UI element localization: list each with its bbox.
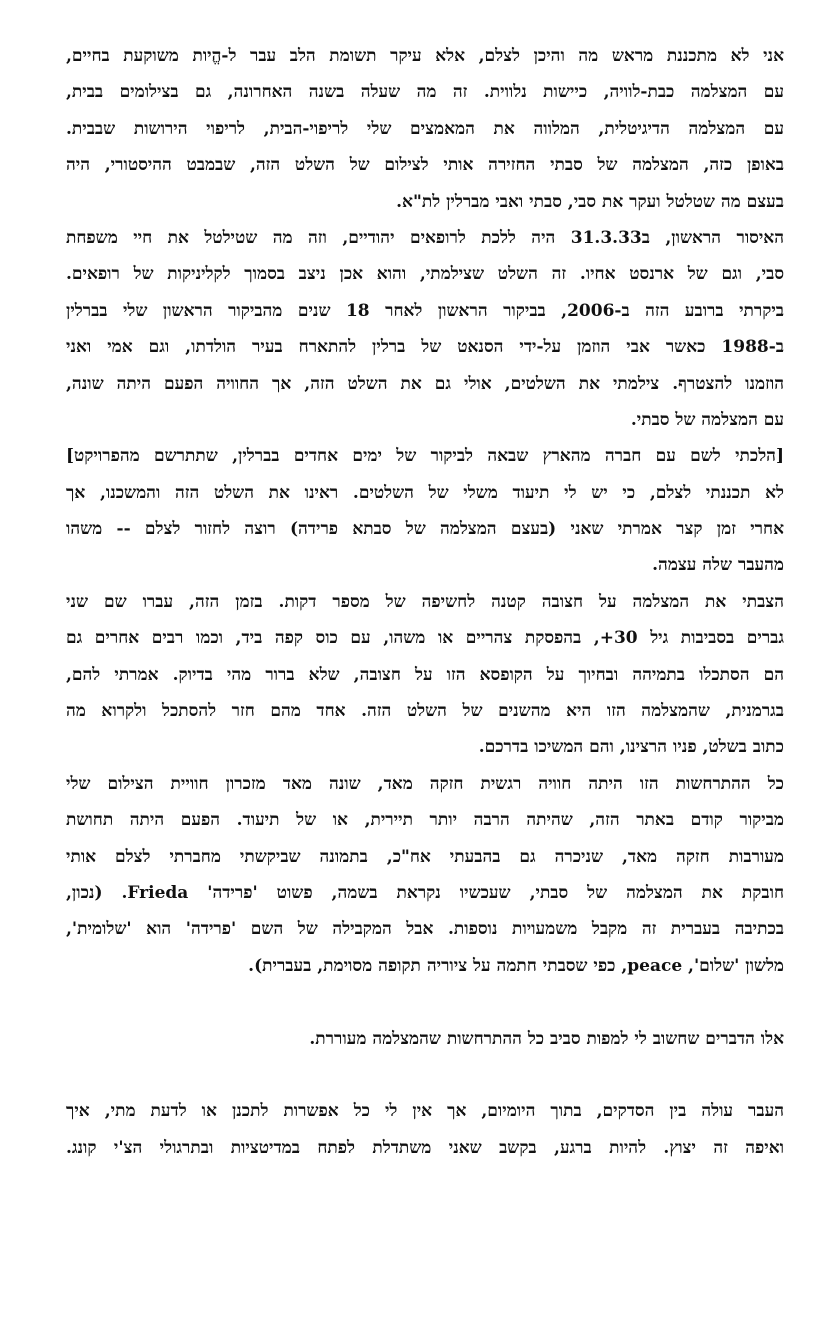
text-line: באופן כזה, המצלמה של סבתי החזירה אותי לצילום של השלט הזה, שבמבט ההיסטורי, היה: [66, 155, 784, 176]
text-line: [הלכתי לשם עם חברה מהארץ שבאה לביקור של ימים אחדים בברלין, שתתרשם מהפרויקט]: [66, 446, 784, 467]
text-line: ב-1988 כאשר אבי הוזמן על-ידי הסנאט של ברלין להתארח בעיר הולדתו, וגם אמי ואני: [66, 337, 784, 358]
paragraph-spacer: [66, 1057, 784, 1093]
text-line: אלו הדברים שחשוב לי למפות סביב כל ההתרחשות שהמצלמה מעוררת.: [309, 1028, 784, 1049]
text-line: האיסור הראשון, ב31.3.33 היה ללכת לרופאים יהודיים, וזה מה שטילטל את חיי משפחת: [66, 227, 784, 248]
text-line: סבי, וגם של ארנסט אחיו. זה השלט שצילמתי, והוא אכן ניצב בסמוך לקליניקות של רופאים.: [66, 264, 784, 285]
text-line: העבר עולה בין הסדקים, בתוך היומיום, אך אין לי כל אפשרות לתכנן או לדעת מתי, איך: [66, 1101, 784, 1122]
text-line: אני לא מתכננת מראש מה והיכן לצלם, אלא עיקר תשומת הלב עבר ל-הֱיות משוקעת בחיים,: [66, 46, 784, 66]
text-line: חובקת את המצלמה של סבתי, שעכשיו נקראת בשמה, פשוט 'פרידה' Frieda. (נכון,: [66, 882, 784, 903]
text-line: בעצם מה שטלטל ועקר את סבי, סבתי ואבי מברלין לת"א.: [396, 191, 784, 212]
text-line: בכתיבה בעברית זה מקבל משמעויות נוספות. אבל המקבילה של השם 'פרידה' הוא 'שלומית',: [66, 919, 784, 940]
text-line: מהעבר שלה עצמה.: [652, 555, 784, 576]
text-line: עם המצלמה הדיגיטלית, המלווה את המאמצים שלי לריפוי-הבית, לריפוי הירושות שבבית.: [66, 118, 784, 139]
text-line: עם המצלמה כבת-לוויה, כיישות נלווית. זה מה שעלה בשנה האחרונה, גם בצילומים בבית,: [66, 82, 784, 103]
text-line: ביקרתי ברובע הזה ב-2006, בביקור הראשון לאחר 18 שנים מהביקור הראשון שלי בברלין: [66, 300, 784, 321]
text-line: מעורבות חזקה מאד, שניכרה גם בהבעתי אח"כ, בתמונה שביקשתי מחברתי לצלם אותי: [66, 846, 784, 867]
text-line: ואיפה זה יצוץ. להיות ברגע, בקשב שאני משתדלת לפתח במדיטציות ובתרגולי הצ'י קונג.: [66, 1137, 784, 1158]
text-line: הוזמנו להצטרף. צילמתי את השלטים, אולי גם את השלט הזה, אך החוויה הפעם היתה שונה,: [66, 373, 784, 394]
text-line: כתוב בשלט, פניו הרצינו, והם המשיכו בדרכם.: [478, 737, 784, 758]
paragraph-spacer: [66, 984, 784, 1020]
text-line: לא תכננתי לצלם, כי יש לי תיעוד משלי של השלטים. ראינו את השלט הזה והמשכנו, אך: [66, 482, 784, 503]
text-line: הצבתי את המצלמה על חצובה קטנה לחשיפה של מספר דקות. בזמן הזה, עברו שם שני: [66, 591, 784, 612]
text-line: אחרי זמן קצר אמרתי שאני (בעצם המצלמה של סבתא פרידה) רוצה לחזור לצלם -- משהו: [66, 519, 784, 540]
text-line: מביקור קודם באתר הזה, שהיתה הרבה יותר תיירית, או של תיעוד. הפעם היתה תחושת: [66, 810, 784, 831]
text-line: גברים בסביבות גיל 30+, בהפסקת צהריים או משהו, עם כוס קפה ביד, וכמו רבים אחרים גם: [66, 628, 784, 649]
text-line: כל ההתרחשות הזו היתה חוויה רגשית חזקה מאד, שונה מאד מזכרון חוויית הצילום שלי: [66, 773, 784, 794]
document-body: [66, 38, 784, 1166]
text-line: עם המצלמה של סבתי.: [630, 409, 784, 430]
text-line: הם הסתכלו בתמיהה ובחיוך על הקופסא הזו על חצובה, שלא ברור מהי בדיוק. אמרתי להם,: [66, 664, 784, 685]
text-line: מלשון 'שלום', peace, כפי שסבתי חתמה על ציוריה תקופה מסוימת, בעברית).: [248, 955, 784, 976]
text-line: בגרמנית, שהמצלמה הזו היא מהשנים של השלט הזה. אחד מהם חזר להסתכל ולקרוא מה: [66, 701, 784, 722]
